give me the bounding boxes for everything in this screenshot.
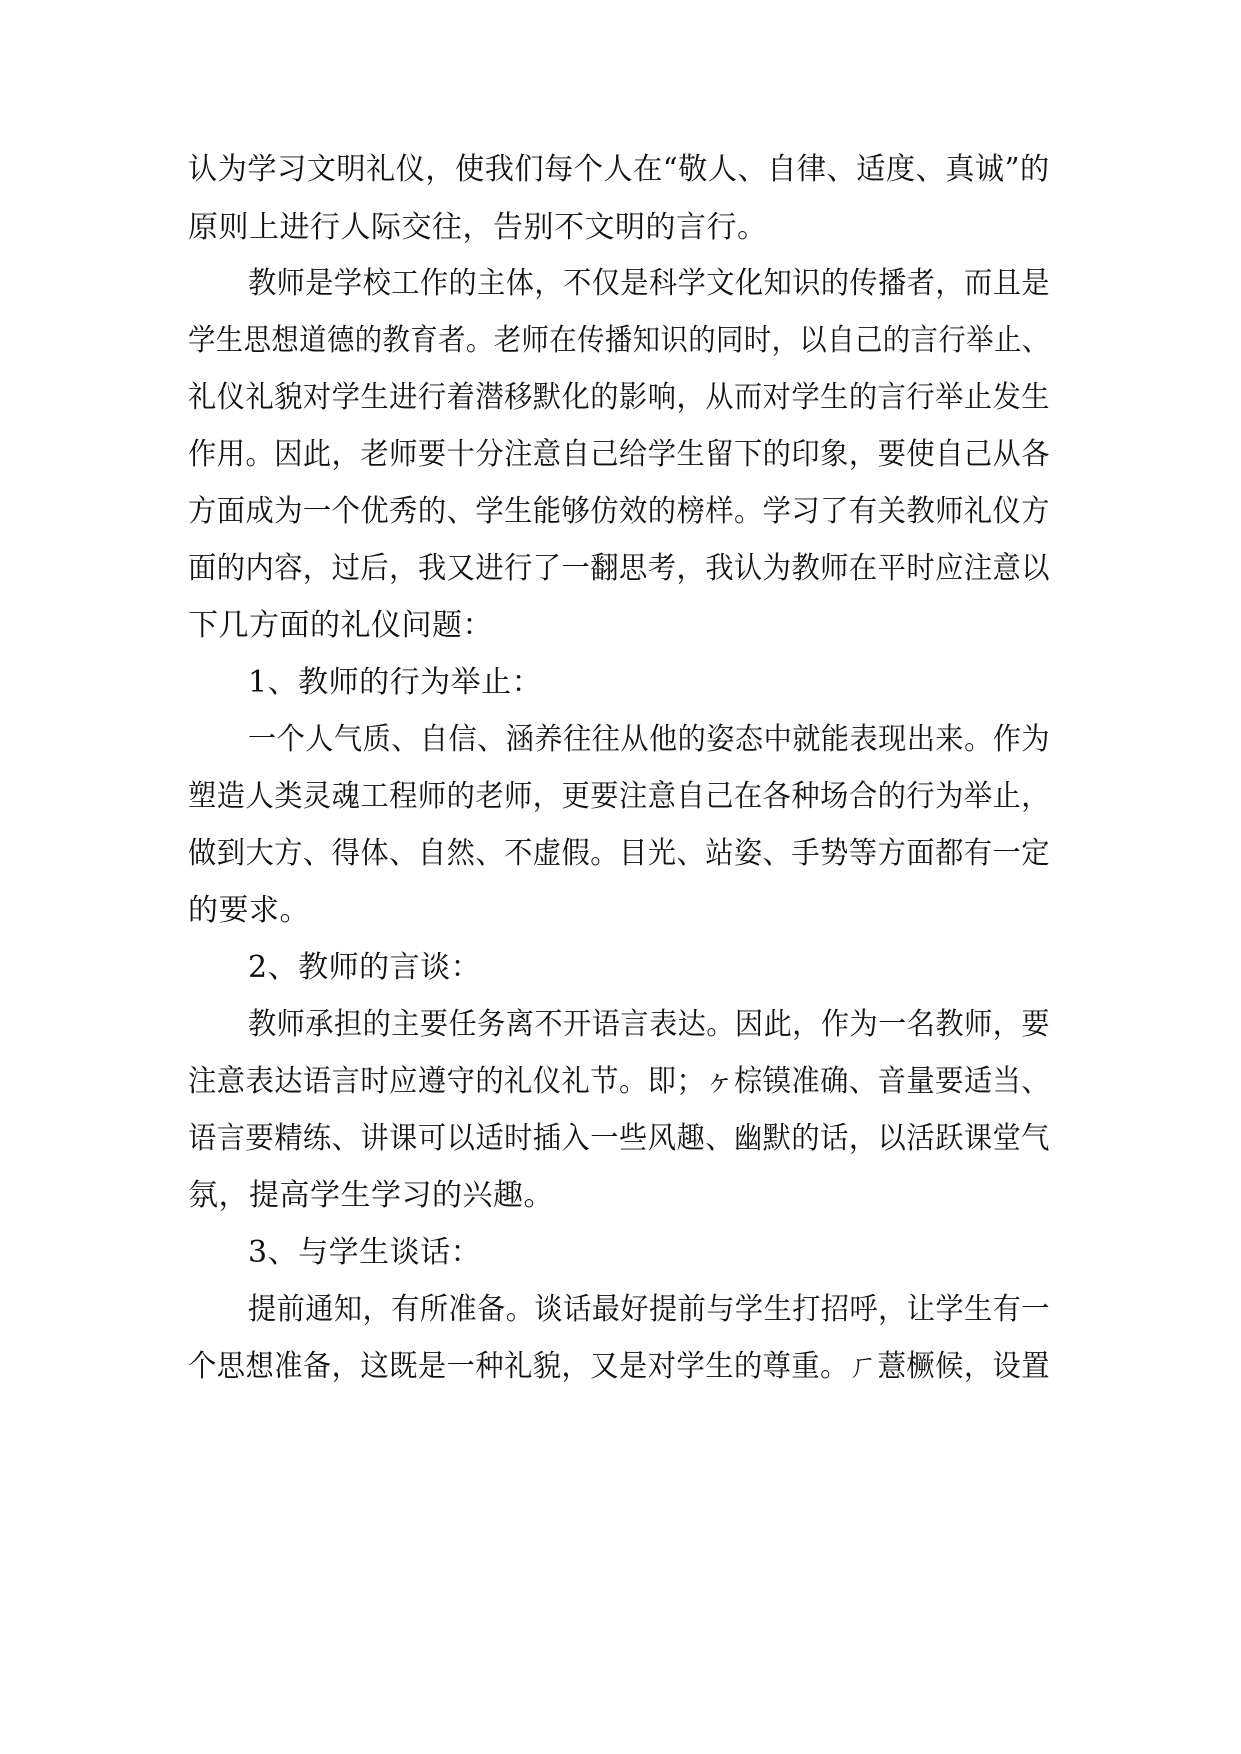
text-line: 学生思想道德的教育者。老师在传播知识的同时，以自己的言行举止、 <box>188 323 1050 358</box>
paragraph-start-line: 教师承担的主要任务离不开语言表达。因此，作为一名教师，要 <box>248 1007 1050 1042</box>
text-line: 礼仪礼貌对学生进行着潜移默化的影响，从而对学生的言行举止发生 <box>188 380 1051 415</box>
text-line: 下几方面的礼仪问题： <box>188 608 493 643</box>
paragraph-start-line: 一个人气质、自信、涵养往往从他的姿态中就能表现出来。作为 <box>248 722 1050 757</box>
text-line: 的要求。 <box>188 893 310 928</box>
text-line: 面的内容，过后，我又进行了一翻思考，我认为教师在平时应注意以 <box>188 551 1051 586</box>
text-line: 氛，提高学生学习的兴趣。 <box>188 1178 554 1213</box>
paragraph-start-line: 教师是学校工作的主体，不仅是科学文化知识的传播者，而且是 <box>248 266 1050 301</box>
text-line: 语言要精练、讲课可以适时插入一些风趣、幽默的话，以活跃课堂气 <box>188 1121 1051 1156</box>
text-line: 个思想准备，这既是一种礼貌，又是对学生的尊重。ㄏ薏橛候，设置 <box>188 1349 1051 1384</box>
text-line: 注意表达语言时应遵守的礼仪礼节。即；ヶ棕镆准确、音量要适当、 <box>188 1064 1051 1099</box>
text-line: 作用。因此，老师要十分注意自己给学生留下的印象，要使自己从各 <box>188 437 1051 472</box>
paragraph-start-line: 提前通知，有所准备。谈话最好提前与学生打招呼，让学生有一 <box>248 1292 1050 1327</box>
text-line: 原则上进行人际交往，告别不文明的言行。 <box>188 210 768 245</box>
text-line: 做到大方、得体、自然、不虚假。目光、站姿、手势等方面都有一定 <box>188 836 1051 871</box>
section-heading: 2、教师的言谈： <box>248 950 482 985</box>
text-line: 方面成为一个优秀的、学生能够仿效的榜样。学习了有关教师礼仪方 <box>188 494 1051 529</box>
section-heading: 1、教师的行为举止： <box>248 665 543 700</box>
text-line: 塑造人类灵魂工程师的老师，更要注意自己在各种场合的行为举止， <box>188 779 1051 814</box>
section-heading: 3、与学生谈话： <box>248 1235 482 1270</box>
text-line: 认为学习文明礼仪，使我们每个人在“敬人、自律、适度、真诚”的 <box>188 152 1050 187</box>
